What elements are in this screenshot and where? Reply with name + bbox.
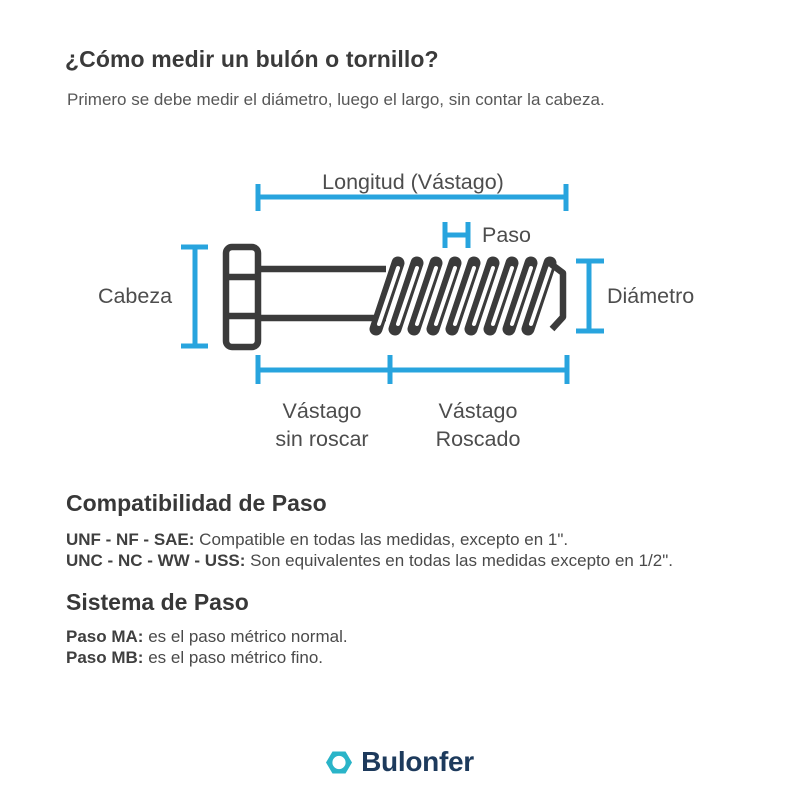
- paso-label: Paso: [482, 223, 532, 247]
- page-title: ¿Cómo medir un bulón o tornillo?: [65, 46, 439, 72]
- vastago-roscado-label-line1: Vástago: [438, 399, 518, 423]
- vastago-sin-roscar-label-line2: sin roscar: [275, 427, 369, 451]
- term-unc-nc-ww-uss: UNC - NC - WW - USS:: [66, 551, 246, 571]
- definition-line: [66, 529, 673, 551]
- term-paso-mb: Paso MB:: [66, 648, 144, 668]
- section-heading: Compatibilidad de Paso: [66, 490, 327, 516]
- brand-logo: [0, 746, 800, 778]
- section-compatibilidad-de-paso: [66, 490, 673, 572]
- diametro-label: Diámetro: [607, 284, 695, 308]
- page-subtitle: Primero se debe medir el diámetro, luego el largo, sin contar la cabeza.: [67, 90, 605, 109]
- bolt-head: [226, 247, 258, 347]
- cabeza-label: Cabeza: [97, 284, 173, 308]
- vastago-dimension: [258, 355, 567, 384]
- term-paso-ma: Paso MA:: [66, 626, 144, 646]
- section-sistema-de-paso: [66, 589, 348, 669]
- bolt-shank: [258, 269, 386, 318]
- bolt-threads: [376, 263, 563, 329]
- definition-text: Son equivalentes en todas las medidas excepto en 1/2".: [250, 551, 673, 571]
- cabeza-dimension: [181, 247, 208, 346]
- definition-text: es el paso métrico normal.: [148, 626, 348, 646]
- longitud-label: Longitud (Vástago): [322, 170, 504, 194]
- definition-line: [66, 550, 673, 572]
- definition-text: es el paso métrico fino.: [148, 648, 324, 668]
- definition-text: Compatible en todas las medidas, excepto en 1".: [199, 529, 569, 549]
- paso-dimension: [445, 222, 468, 248]
- brand-name: Bulonfer: [361, 746, 474, 777]
- definition-line: [66, 647, 348, 669]
- bolt-drawing: [226, 247, 563, 347]
- vastago-roscado-label-line2: Roscado: [435, 427, 521, 451]
- vastago-sin-roscar-label-line1: Vástago: [282, 399, 362, 423]
- definition-line: [66, 626, 348, 648]
- section-heading: Sistema de Paso: [66, 589, 249, 615]
- diametro-dimension: [576, 261, 604, 331]
- hex-nut-icon: [326, 750, 352, 775]
- term-unf-nf-sae: UNF - NF - SAE:: [66, 529, 195, 549]
